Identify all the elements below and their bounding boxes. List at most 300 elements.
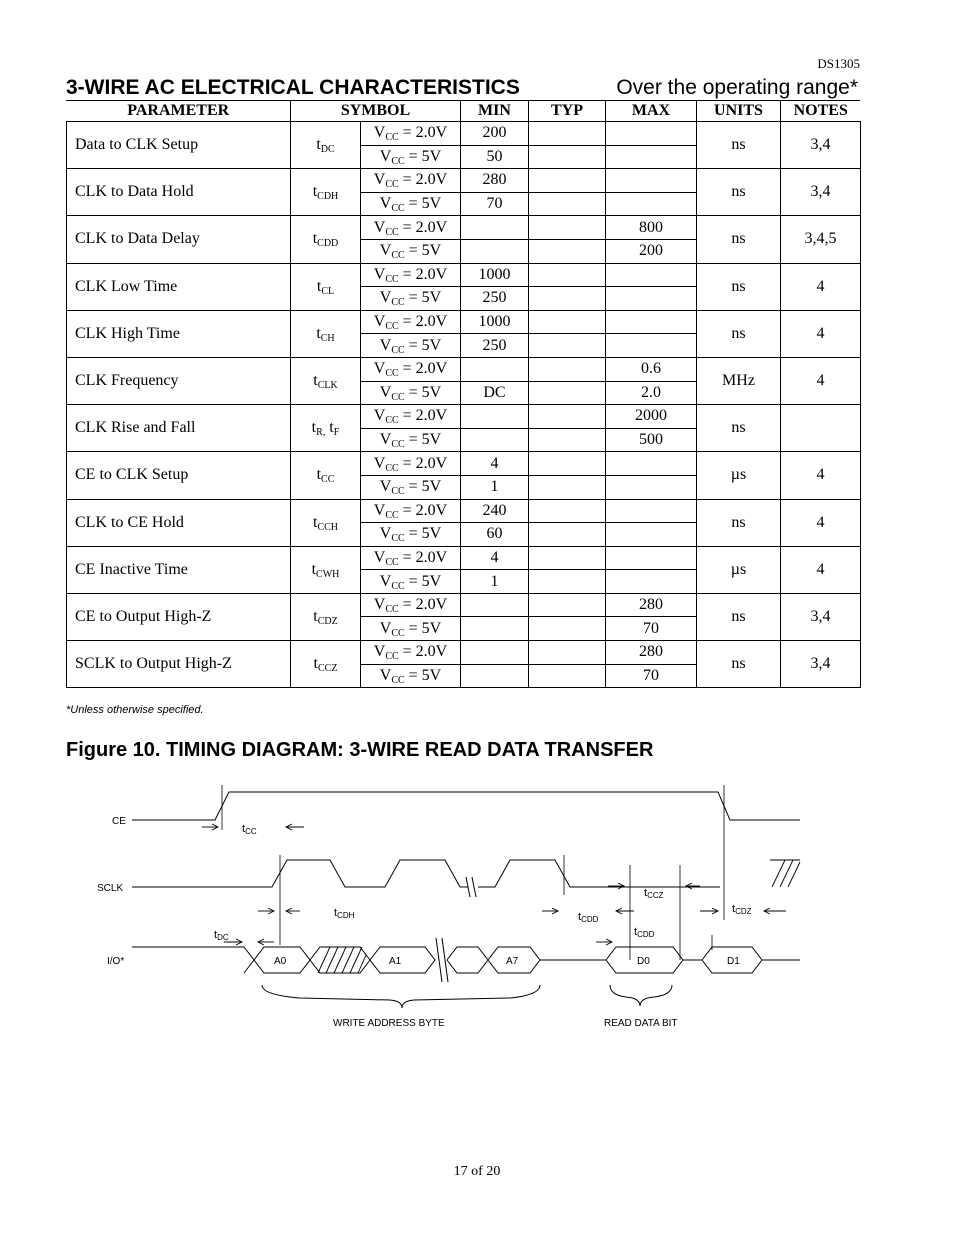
condition-value: = 2.0V — [398, 171, 448, 189]
min-cell: 200 — [461, 122, 529, 146]
min-cell: 1 — [461, 475, 529, 499]
timing-diagram — [0, 770, 954, 1060]
parameter-cell: CLK Rise and Fall — [67, 405, 291, 452]
units-cell: ns — [697, 405, 781, 452]
symbol-subscript: DC — [320, 144, 335, 156]
notes-cell: 3,4,5 — [781, 216, 861, 263]
col-header-parameter: PARAMETER — [67, 101, 291, 122]
io-cell-a1 — [370, 947, 435, 973]
symbol-subscript: CCH — [317, 521, 338, 533]
cell-d0-label: D0 — [637, 956, 650, 967]
parameter-cell: CE to Output High-Z — [67, 593, 291, 640]
min-cell — [461, 405, 529, 429]
min-cell: 250 — [461, 334, 529, 358]
typ-cell — [529, 523, 606, 547]
units-cell: ns — [697, 169, 781, 216]
max-cell — [606, 475, 697, 499]
condition-cell — [361, 192, 461, 216]
min-cell — [461, 239, 529, 263]
min-cell: DC — [461, 381, 529, 405]
min-cell: 1000 — [461, 310, 529, 334]
parameter-cell: SCLK to Output High-Z — [67, 641, 291, 688]
parameter-cell: CLK High Time — [67, 310, 291, 357]
condition-value: = 2.0V — [398, 313, 448, 331]
io-left-line — [132, 947, 254, 960]
condition-sub: CC — [385, 179, 399, 191]
condition-value: = 2.0V — [398, 501, 448, 519]
notes-cell: 4 — [781, 499, 861, 546]
units-cell: µs — [697, 546, 781, 593]
symbol-subscript: R, — [316, 427, 326, 439]
io-label: I/O* — [107, 956, 125, 967]
condition-v: V — [373, 407, 386, 425]
io-break-1 — [436, 938, 442, 982]
table-header-row — [67, 101, 861, 122]
document-id: DS1305 — [817, 56, 860, 71]
symbol-text-2: t — [325, 419, 334, 437]
max-cell: 280 — [606, 641, 697, 665]
condition-sub: CC — [391, 203, 405, 215]
typ-cell — [529, 381, 606, 405]
min-cell: 240 — [461, 499, 529, 523]
condition-sub: CC — [385, 462, 399, 474]
units-cell: ns — [697, 263, 781, 310]
min-cell: 250 — [461, 287, 529, 311]
typ-cell — [529, 664, 606, 688]
units-cell: ns — [697, 122, 781, 169]
condition-sub: CC — [391, 533, 405, 545]
condition-cell — [361, 263, 461, 287]
table-row — [67, 263, 861, 287]
parameter-cell: CLK Low Time — [67, 263, 291, 310]
condition-cell — [361, 546, 461, 570]
max-cell — [606, 334, 697, 358]
ce-label: CE — [112, 816, 126, 827]
max-cell: 70 — [606, 617, 697, 641]
condition-cell — [361, 287, 461, 311]
min-cell: 50 — [461, 145, 529, 169]
condition-value: = 2.0V — [398, 360, 448, 378]
condition-sub: CC — [391, 297, 405, 309]
condition-cell — [361, 593, 461, 617]
symbol-subscript: CC — [321, 474, 335, 486]
notes-cell: 4 — [781, 310, 861, 357]
max-cell — [606, 546, 697, 570]
symbol-text: t — [313, 372, 318, 390]
table-row — [67, 452, 861, 476]
table-row — [67, 593, 861, 617]
min-cell: 1 — [461, 570, 529, 594]
condition-value: = 2.0V — [398, 218, 448, 236]
condition-cell — [361, 570, 461, 594]
typ-cell — [529, 334, 606, 358]
condition-cell — [361, 475, 461, 499]
sclk-hatch — [770, 860, 800, 887]
typ-cell — [529, 122, 606, 146]
min-cell: 60 — [461, 523, 529, 547]
max-cell: 800 — [606, 216, 697, 240]
parameter-cell: CLK to CE Hold — [67, 499, 291, 546]
tccz-label: tCCZ — [644, 887, 664, 900]
condition-value: = 5V — [404, 336, 442, 354]
notes-cell: 3,4 — [781, 593, 861, 640]
tcdd2-sub: CDD — [637, 930, 655, 939]
max-cell — [606, 310, 697, 334]
parameter-cell: CLK to Data Hold — [67, 169, 291, 216]
notes-cell: 4 — [781, 546, 861, 593]
symbol-text: t — [312, 183, 318, 201]
condition-v: V — [373, 501, 386, 519]
symbol-text: t — [313, 655, 318, 673]
condition-v: V — [379, 431, 392, 449]
units-cell: ns — [697, 593, 781, 640]
max-cell: 500 — [606, 428, 697, 452]
typ-cell — [529, 499, 606, 523]
max-cell — [606, 570, 697, 594]
condition-v: V — [379, 242, 392, 260]
symbol-subscript: CWH — [316, 568, 340, 580]
condition-v: V — [379, 525, 392, 543]
typ-cell — [529, 239, 606, 263]
condition-cell — [361, 310, 461, 334]
symbol-cell — [291, 216, 361, 263]
typ-cell — [529, 617, 606, 641]
sclk-break-2 — [472, 877, 476, 897]
notes-cell: 3,4 — [781, 641, 861, 688]
max-cell: 200 — [606, 239, 697, 263]
max-cell — [606, 263, 697, 287]
notes-cell: 4 — [781, 263, 861, 310]
max-cell: 0.6 — [606, 357, 697, 381]
condition-cell — [361, 169, 461, 193]
condition-sub: CC — [391, 486, 405, 498]
io-after-break — [447, 947, 488, 973]
condition-sub: CC — [391, 580, 405, 592]
condition-v: V — [373, 218, 386, 236]
tcdd-sub: CDD — [581, 915, 599, 924]
symbol-text: t — [311, 560, 317, 578]
notes-cell: 3,4 — [781, 122, 861, 169]
col-header-symbol: SYMBOL — [291, 101, 461, 122]
condition-cell — [361, 122, 461, 146]
units-cell: MHz — [697, 357, 781, 404]
col-header-max: MAX — [606, 101, 697, 122]
notes-cell: 4 — [781, 452, 861, 499]
table-row — [67, 405, 861, 429]
max-cell: 2.0 — [606, 381, 697, 405]
units-cell: ns — [697, 216, 781, 263]
timing-arrows — [202, 824, 786, 945]
condition-v: V — [373, 596, 386, 614]
min-cell — [461, 617, 529, 641]
symbol-cell — [291, 546, 361, 593]
condition-v: V — [373, 265, 386, 283]
condition-v: V — [379, 572, 392, 590]
condition-value: = 2.0V — [398, 407, 448, 425]
condition-cell — [361, 428, 461, 452]
min-cell: 70 — [461, 192, 529, 216]
symbol-cell — [291, 499, 361, 546]
ac-characteristics-table — [66, 101, 861, 688]
min-cell — [461, 428, 529, 452]
symbol-text: t — [316, 277, 322, 295]
tcc-label: tCC — [242, 823, 257, 836]
condition-cell — [361, 381, 461, 405]
typ-cell — [529, 145, 606, 169]
min-cell — [461, 593, 529, 617]
symbol-cell — [291, 593, 361, 640]
condition-sub: CC — [385, 556, 399, 568]
condition-value: = 5V — [404, 478, 442, 496]
condition-value: = 2.0V — [398, 596, 448, 614]
condition-v: V — [379, 336, 392, 354]
condition-cell — [361, 334, 461, 358]
symbol-cell — [291, 122, 361, 169]
write-address-label: WRITE ADDRESS BYTE — [333, 1018, 445, 1029]
max-cell — [606, 192, 697, 216]
condition-v: V — [373, 643, 386, 661]
condition-cell — [361, 357, 461, 381]
condition-value: = 2.0V — [398, 265, 448, 283]
sclk-label: SCLK — [97, 883, 124, 894]
condition-sub: CC — [385, 368, 399, 380]
notes-cell: 3,4 — [781, 169, 861, 216]
symbol-text: t — [312, 230, 318, 248]
condition-value: = 5V — [404, 572, 442, 590]
tcdh-sub: CDH — [337, 911, 355, 920]
tcdd2-label: tCDD — [634, 926, 655, 939]
col-header-notes: NOTES — [781, 101, 861, 122]
condition-value: = 5V — [404, 619, 442, 637]
condition-cell — [361, 641, 461, 665]
condition-v: V — [373, 548, 386, 566]
condition-cell — [361, 523, 461, 547]
typ-cell — [529, 593, 606, 617]
condition-value: = 2.0V — [398, 548, 448, 566]
condition-cell — [361, 452, 461, 476]
condition-sub: CC — [391, 391, 405, 403]
max-cell: 2000 — [606, 405, 697, 429]
condition-v: V — [379, 666, 392, 684]
condition-value: = 5V — [404, 242, 442, 260]
symbol-subscript: CCZ — [318, 663, 338, 675]
read-data-label: READ DATA BIT — [604, 1018, 678, 1029]
symbol-cell — [291, 310, 361, 357]
condition-v: V — [379, 289, 392, 307]
symbol-cell — [291, 169, 361, 216]
max-cell — [606, 523, 697, 547]
min-cell — [461, 641, 529, 665]
typ-cell — [529, 452, 606, 476]
min-cell — [461, 216, 529, 240]
condition-sub: CC — [385, 509, 399, 521]
parameter-cell: CE Inactive Time — [67, 546, 291, 593]
typ-cell — [529, 287, 606, 311]
typ-cell — [529, 405, 606, 429]
footnote: *Unless otherwise specified. — [66, 704, 204, 716]
page-number: 17 of 20 — [453, 1164, 501, 1179]
condition-cell — [361, 239, 461, 263]
tccz-sub: CCZ — [647, 891, 664, 900]
condition-sub: CC — [385, 604, 399, 616]
condition-value: = 2.0V — [398, 124, 448, 142]
parameter-cell: CLK to Data Delay — [67, 216, 291, 263]
parameter-cell: CLK Frequency — [67, 357, 291, 404]
tcdz-label: tCDZ — [732, 903, 752, 916]
typ-cell — [529, 546, 606, 570]
typ-cell — [529, 216, 606, 240]
section-subtitle: Over the operating range* — [616, 76, 858, 99]
condition-sub: CC — [391, 155, 405, 167]
condition-v: V — [379, 478, 392, 496]
condition-cell — [361, 145, 461, 169]
condition-value: = 5V — [404, 195, 442, 213]
condition-value: = 5V — [404, 147, 442, 165]
symbol-cell — [291, 263, 361, 310]
condition-value: = 5V — [404, 383, 442, 401]
max-cell — [606, 499, 697, 523]
symbol-text: t — [316, 466, 322, 484]
sclk-waveform — [132, 860, 468, 887]
condition-cell — [361, 617, 461, 641]
cell-a7-label: A7 — [506, 956, 519, 967]
symbol-text: t — [316, 136, 321, 154]
min-cell — [461, 664, 529, 688]
condition-cell — [361, 405, 461, 429]
symbol-cell — [291, 405, 361, 452]
max-cell — [606, 145, 697, 169]
typ-cell — [529, 428, 606, 452]
max-cell — [606, 287, 697, 311]
table-row — [67, 216, 861, 240]
io-hatch-lines — [318, 947, 366, 973]
units-cell: ns — [697, 310, 781, 357]
symbol-subscript: CH — [320, 332, 335, 344]
max-cell: 70 — [606, 664, 697, 688]
parameter-cell: CE to CLK Setup — [67, 452, 291, 499]
notes-cell — [781, 405, 861, 452]
typ-cell — [529, 641, 606, 665]
symbol-cell — [291, 452, 361, 499]
units-cell: ns — [697, 641, 781, 688]
typ-cell — [529, 263, 606, 287]
ce-waveform — [132, 792, 800, 820]
condition-sub: CC — [391, 344, 405, 356]
table-row — [67, 357, 861, 381]
condition-sub: CC — [385, 651, 399, 663]
min-cell: 1000 — [461, 263, 529, 287]
condition-value: = 5V — [404, 666, 442, 684]
table-row — [67, 122, 861, 146]
typ-cell — [529, 169, 606, 193]
max-cell — [606, 452, 697, 476]
condition-sub: CC — [385, 415, 399, 427]
parameter-cell: Data to CLK Setup — [67, 122, 291, 169]
max-cell — [606, 169, 697, 193]
condition-v: V — [373, 360, 386, 378]
min-cell — [461, 357, 529, 381]
sclk-waveform-2 — [478, 860, 720, 887]
condition-v: V — [379, 383, 392, 401]
units-cell: µs — [697, 452, 781, 499]
col-header-typ: TYP — [529, 101, 606, 122]
condition-cell — [361, 216, 461, 240]
typ-cell — [529, 570, 606, 594]
symbol-text: t — [316, 324, 321, 342]
table-row — [67, 499, 861, 523]
symbol-subscript-2: F — [333, 427, 340, 439]
symbol-subscript: CDD — [317, 238, 339, 250]
condition-v: V — [373, 124, 386, 142]
tdc-label: tDC — [214, 929, 229, 942]
condition-cell — [361, 499, 461, 523]
notes-cell: 4 — [781, 357, 861, 404]
io-start — [244, 960, 254, 973]
condition-v: V — [379, 195, 392, 213]
condition-value: = 5V — [404, 525, 442, 543]
table-row — [67, 546, 861, 570]
section-title: 3-WIRE AC ELECTRICAL CHARACTERISTICS — [66, 76, 520, 99]
symbol-subscript: CDH — [317, 191, 339, 203]
typ-cell — [529, 475, 606, 499]
condition-sub: CC — [391, 674, 405, 686]
units-cell: ns — [697, 499, 781, 546]
tcc-sub: CC — [245, 827, 257, 836]
condition-sub: CC — [391, 627, 405, 639]
condition-sub: CC — [385, 132, 399, 144]
max-cell — [606, 122, 697, 146]
table-row — [67, 310, 861, 334]
tcdz-sub: CDZ — [735, 907, 752, 916]
symbol-text: t — [312, 513, 318, 531]
condition-v: V — [379, 619, 392, 637]
condition-v: V — [379, 147, 392, 165]
typ-cell — [529, 310, 606, 334]
typ-cell — [529, 192, 606, 216]
condition-cell — [361, 664, 461, 688]
min-cell: 280 — [461, 169, 529, 193]
cell-a1-label: A1 — [389, 956, 402, 967]
symbol-subscript: CLK — [317, 380, 338, 392]
symbol-cell — [291, 641, 361, 688]
table-row — [67, 641, 861, 665]
table-row — [67, 169, 861, 193]
write-address-brace — [262, 985, 540, 1008]
min-cell: 4 — [461, 452, 529, 476]
col-header-units: UNITS — [697, 101, 781, 122]
condition-value: = 5V — [404, 431, 442, 449]
read-data-brace — [610, 985, 672, 1006]
max-cell: 280 — [606, 593, 697, 617]
tcdh-label: tCDH — [334, 907, 355, 920]
condition-value: = 2.0V — [398, 643, 448, 661]
symbol-text: t — [311, 419, 317, 437]
condition-sub: CC — [391, 439, 405, 451]
condition-sub: CC — [385, 273, 399, 285]
condition-v: V — [373, 454, 386, 472]
condition-value: = 2.0V — [398, 454, 448, 472]
typ-cell — [529, 357, 606, 381]
symbol-subscript: CL — [321, 285, 335, 297]
condition-sub: CC — [385, 226, 399, 238]
section-header — [66, 76, 860, 101]
tdc-sub: DC — [217, 933, 229, 942]
cell-d1-label: D1 — [727, 956, 740, 967]
condition-v: V — [373, 313, 386, 331]
symbol-cell — [291, 357, 361, 404]
symbol-subscript: CDZ — [317, 615, 338, 627]
figure-title: Figure 10. TIMING DIAGRAM: 3-WIRE READ DATA TRANSFER — [66, 739, 654, 761]
